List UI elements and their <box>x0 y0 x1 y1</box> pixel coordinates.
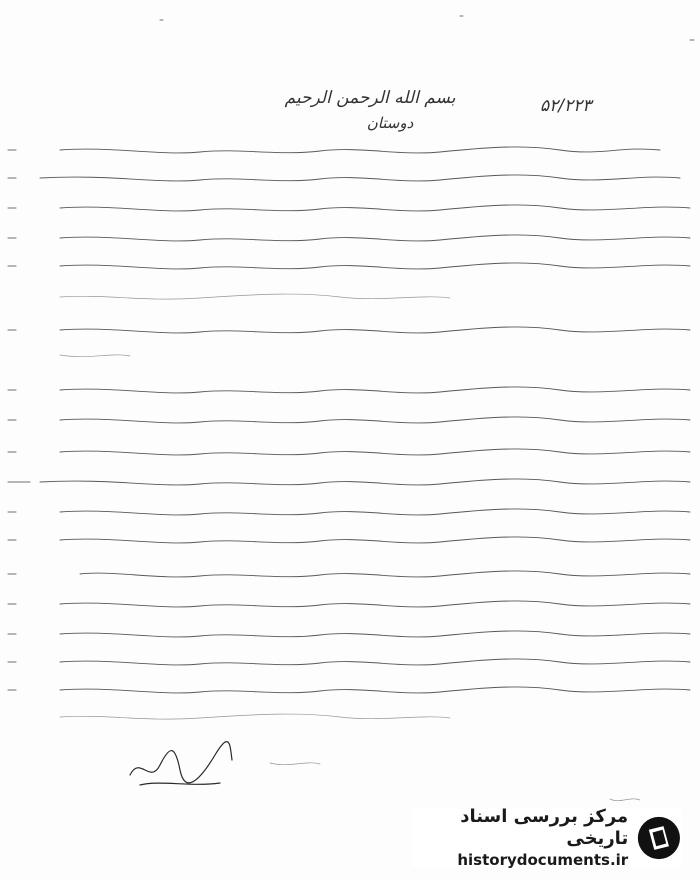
watermark-name: مرکز بررسی اسناد تاریخی <box>460 806 629 849</box>
document-address: دوستان <box>366 114 414 132</box>
watermark-url: historydocuments.ir <box>457 851 629 869</box>
archive-watermark <box>412 806 682 869</box>
signature-scribble <box>120 725 240 795</box>
watermark-text <box>412 806 628 870</box>
history-documents-logo-icon <box>636 813 682 863</box>
document-number: ۵۲/۲۲۳ <box>540 96 592 116</box>
document-salutation: بسم الله الرحمن الرحیم <box>284 88 456 108</box>
